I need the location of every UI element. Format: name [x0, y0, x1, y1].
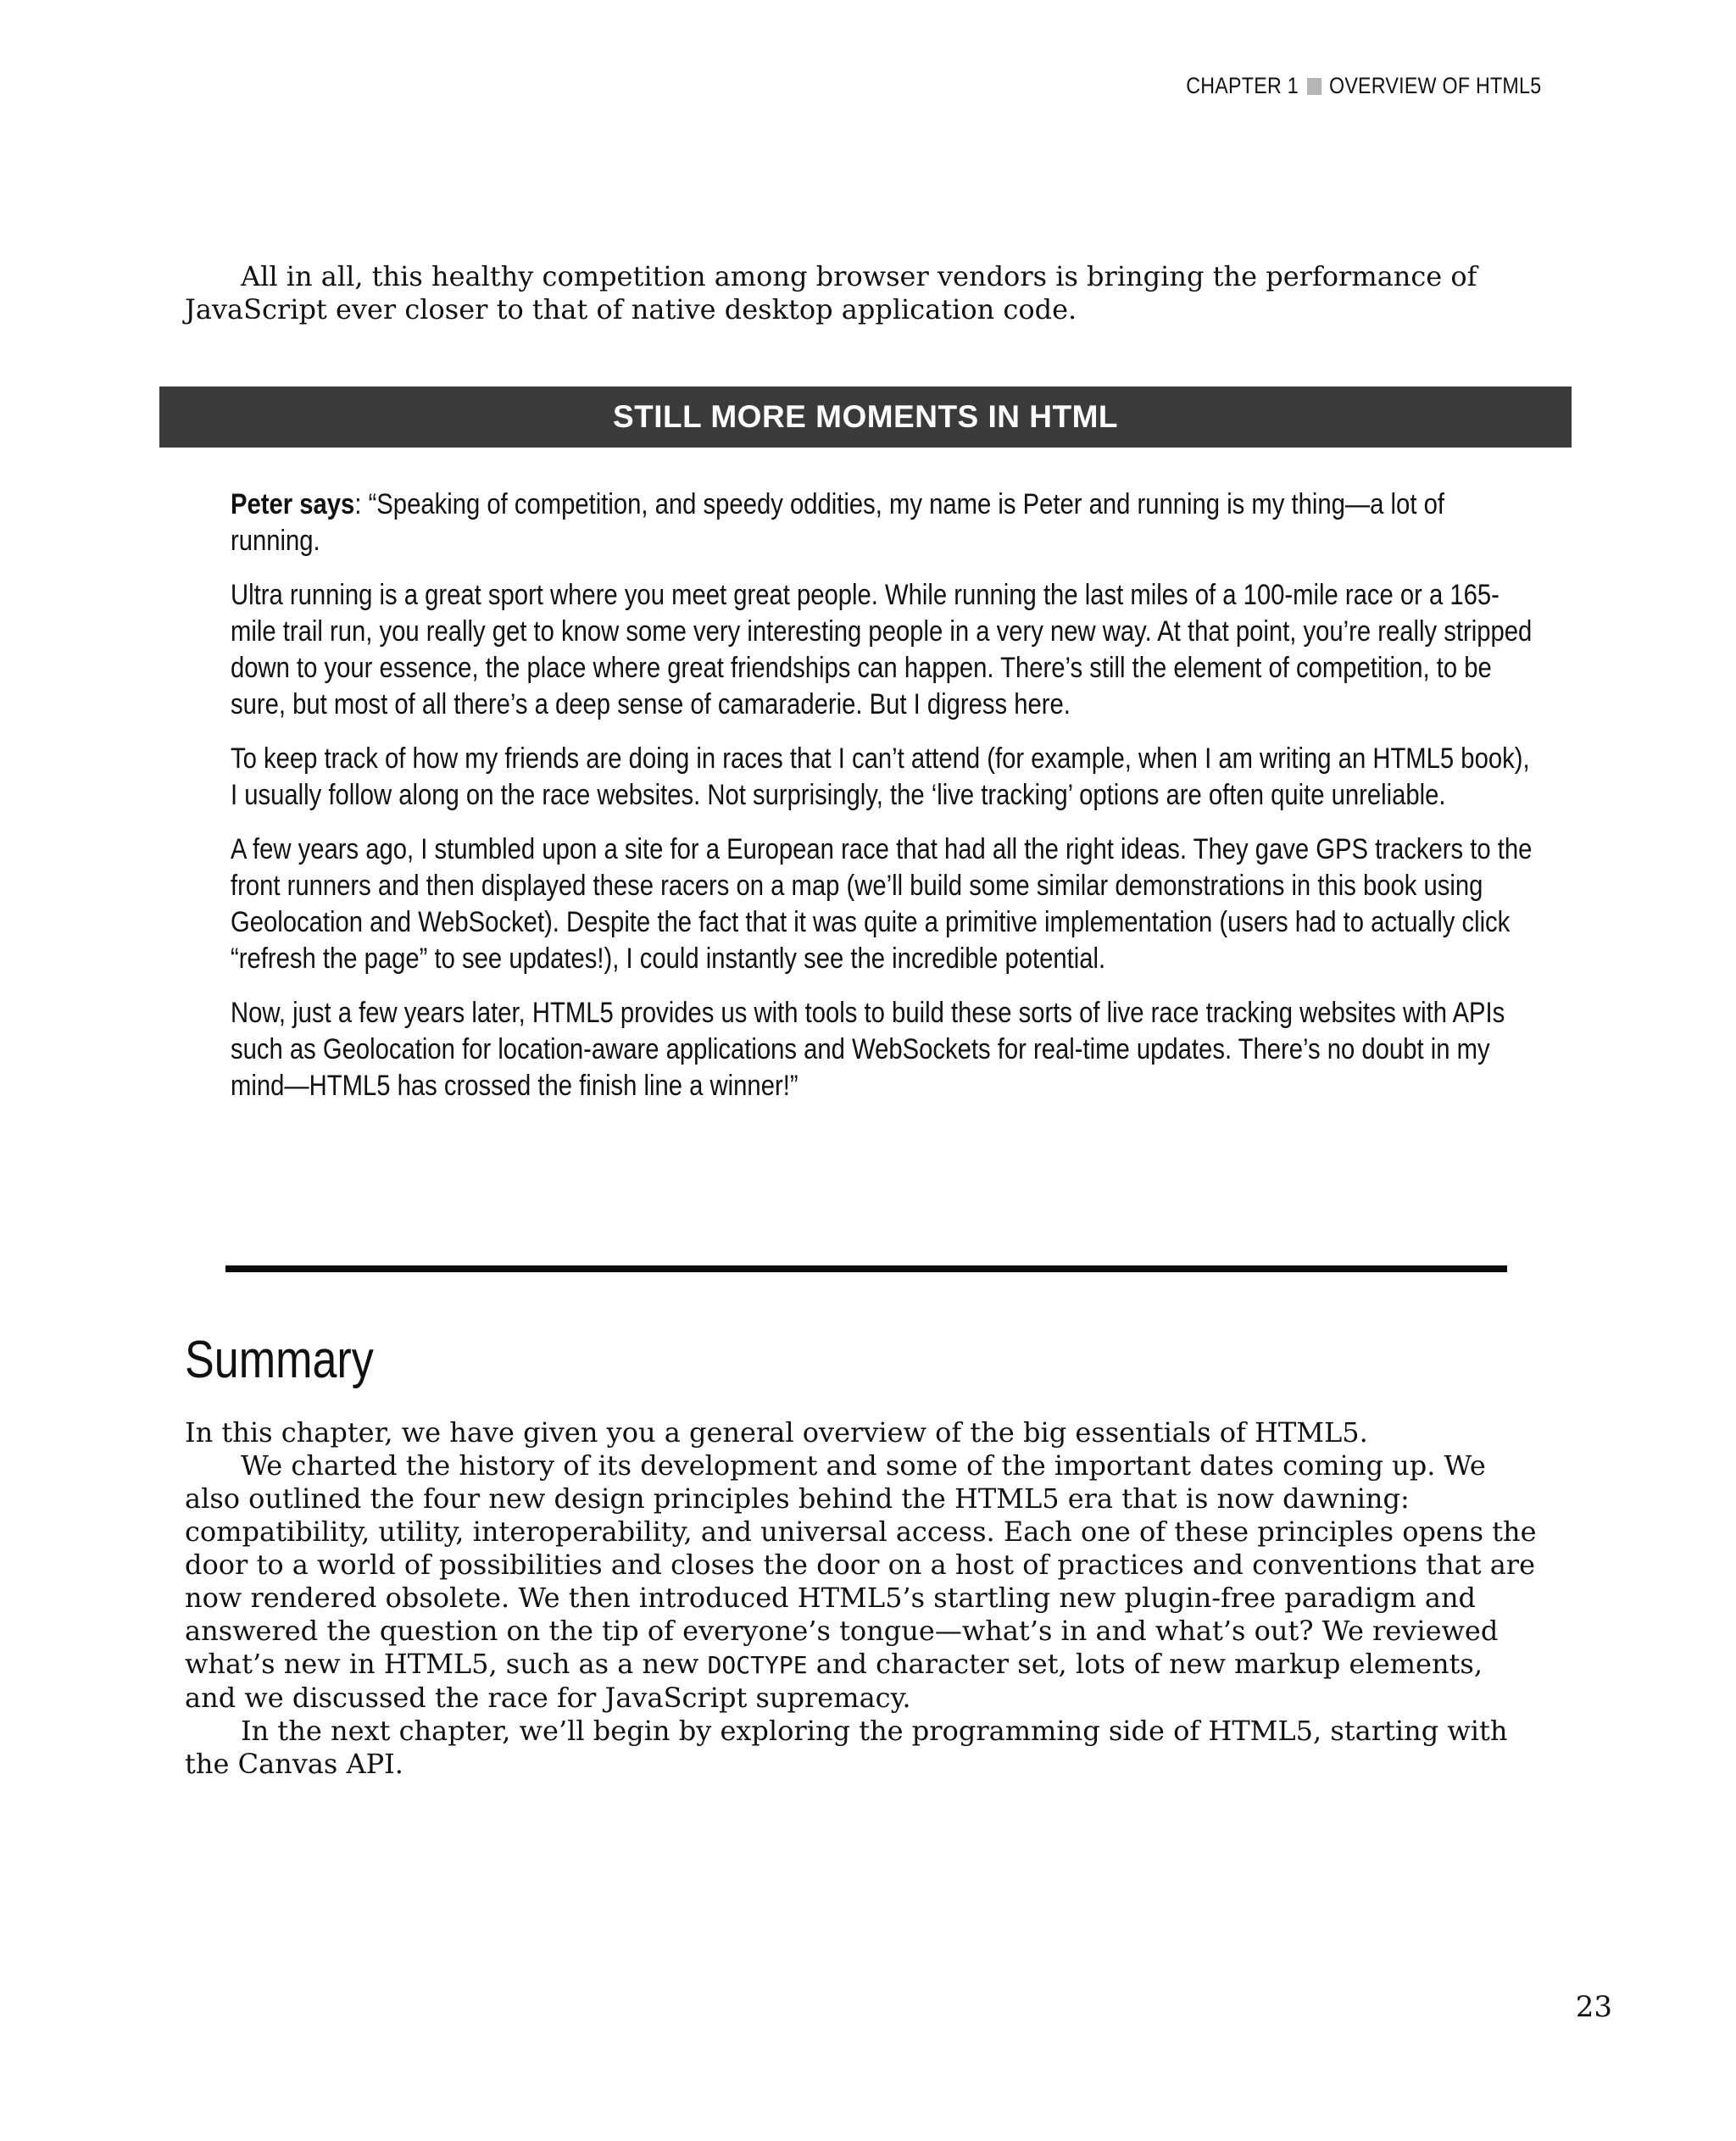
page-number: 23	[1575, 1990, 1612, 2024]
sidebar-paragraph: A few years ago, I stumbled upon a site for a European race that had all the right ideas. They gave GPS trackers to the front runners and then displayed these racers on a map (we’ll build some similar demonstrations in this book using Geolocation and WebSocket). Despite the fact that it was quite a primitive implementation (users had to actually click “refresh the page” to see updates!), I could instantly see the incredible potential.	[231, 833, 1533, 975]
running-head	[1186, 73, 1541, 99]
summary-heading: Summary	[185, 1331, 374, 1389]
doctype-code: DOCTYPE	[707, 1651, 808, 1679]
summary-paragraph: In this chapter, we have given you a general overview of the big essentials of HTML5.	[185, 1416, 1368, 1449]
summary-paragraph: We charted the history of its development and some of the important dates coming up. We also outlined the four new design principles behind the HTML5 era that is now dawning: compatibility, utility, interoperability, and universal access. Each one of these principles opens the door to a world of possibilities and closes the door on a host of practices and conventions that are now rendered obsolete. We then introduced HTML5’s startling new plugin-free paradigm and answered the question on the tip of everyone’s tongue—what’s in and what’s out? We reviewed what’s new in HTML5, such as a new DOCTYPE and character set, lots of new markup elements, and we discussed the race for JavaScript supremacy.	[185, 1449, 1537, 1714]
sidebar-title-bar	[159, 386, 1572, 448]
sidebar-title: STILL MORE MOMENTS IN HTML	[612, 399, 1119, 434]
sidebar-paragraph: Ultra running is a great sport where you meet great people. While running the last miles of a 100-mile race or a 165-mile trail run, you really get to know some very interesting people in a very new way. At that point, you’re really stripped down to your essence, the place where great friendships can happen. There’s still the element of competition, to be sure, but most of all there’s a deep sense of camaraderie. But I digress here.	[231, 579, 1533, 720]
sidebar-speaker: Peter says	[231, 488, 355, 520]
summary-paragraph: In the next chapter, we’ll begin by exploring the programming side of HTML5, starting with the Canvas API.	[185, 1715, 1508, 1780]
intro-paragraph: All in all, this healthy competition among browser vendors is bringing the performance of JavaScript ever closer to that of native desktop application code.	[185, 260, 1477, 325]
sidebar-bottom-rule	[225, 1265, 1507, 1272]
sidebar-paragraph: Now, just a few years later, HTML5 provides us with tools to build these sorts of live race tracking websites with APIs such as Geolocation for location-aware applications and WebSockets for real-time updates. There’s no doubt in my mind—HTML5 has crossed the finish line a winner!”	[231, 997, 1505, 1102]
sidebar-body	[231, 487, 1544, 1122]
summary-body	[185, 1416, 1541, 1781]
chapter-title: OVERVIEW OF HTML5	[1328, 73, 1541, 98]
square-separator-icon	[1307, 78, 1321, 95]
sidebar-paragraph: To keep track of how my friends are doing in races that I can’t attend (for example, when I am writing an HTML5 book), I usually follow along on the race websites. Not surprisingly, the ‘live tracking’ options are often quite unreliable.	[231, 742, 1530, 811]
sidebar-paragraph: Peter says: “Speaking of competition, and speedy oddities, my name is Peter and running is my thing—a lot of running.	[231, 488, 1444, 557]
chapter-label: CHAPTER 1	[1185, 73, 1299, 98]
